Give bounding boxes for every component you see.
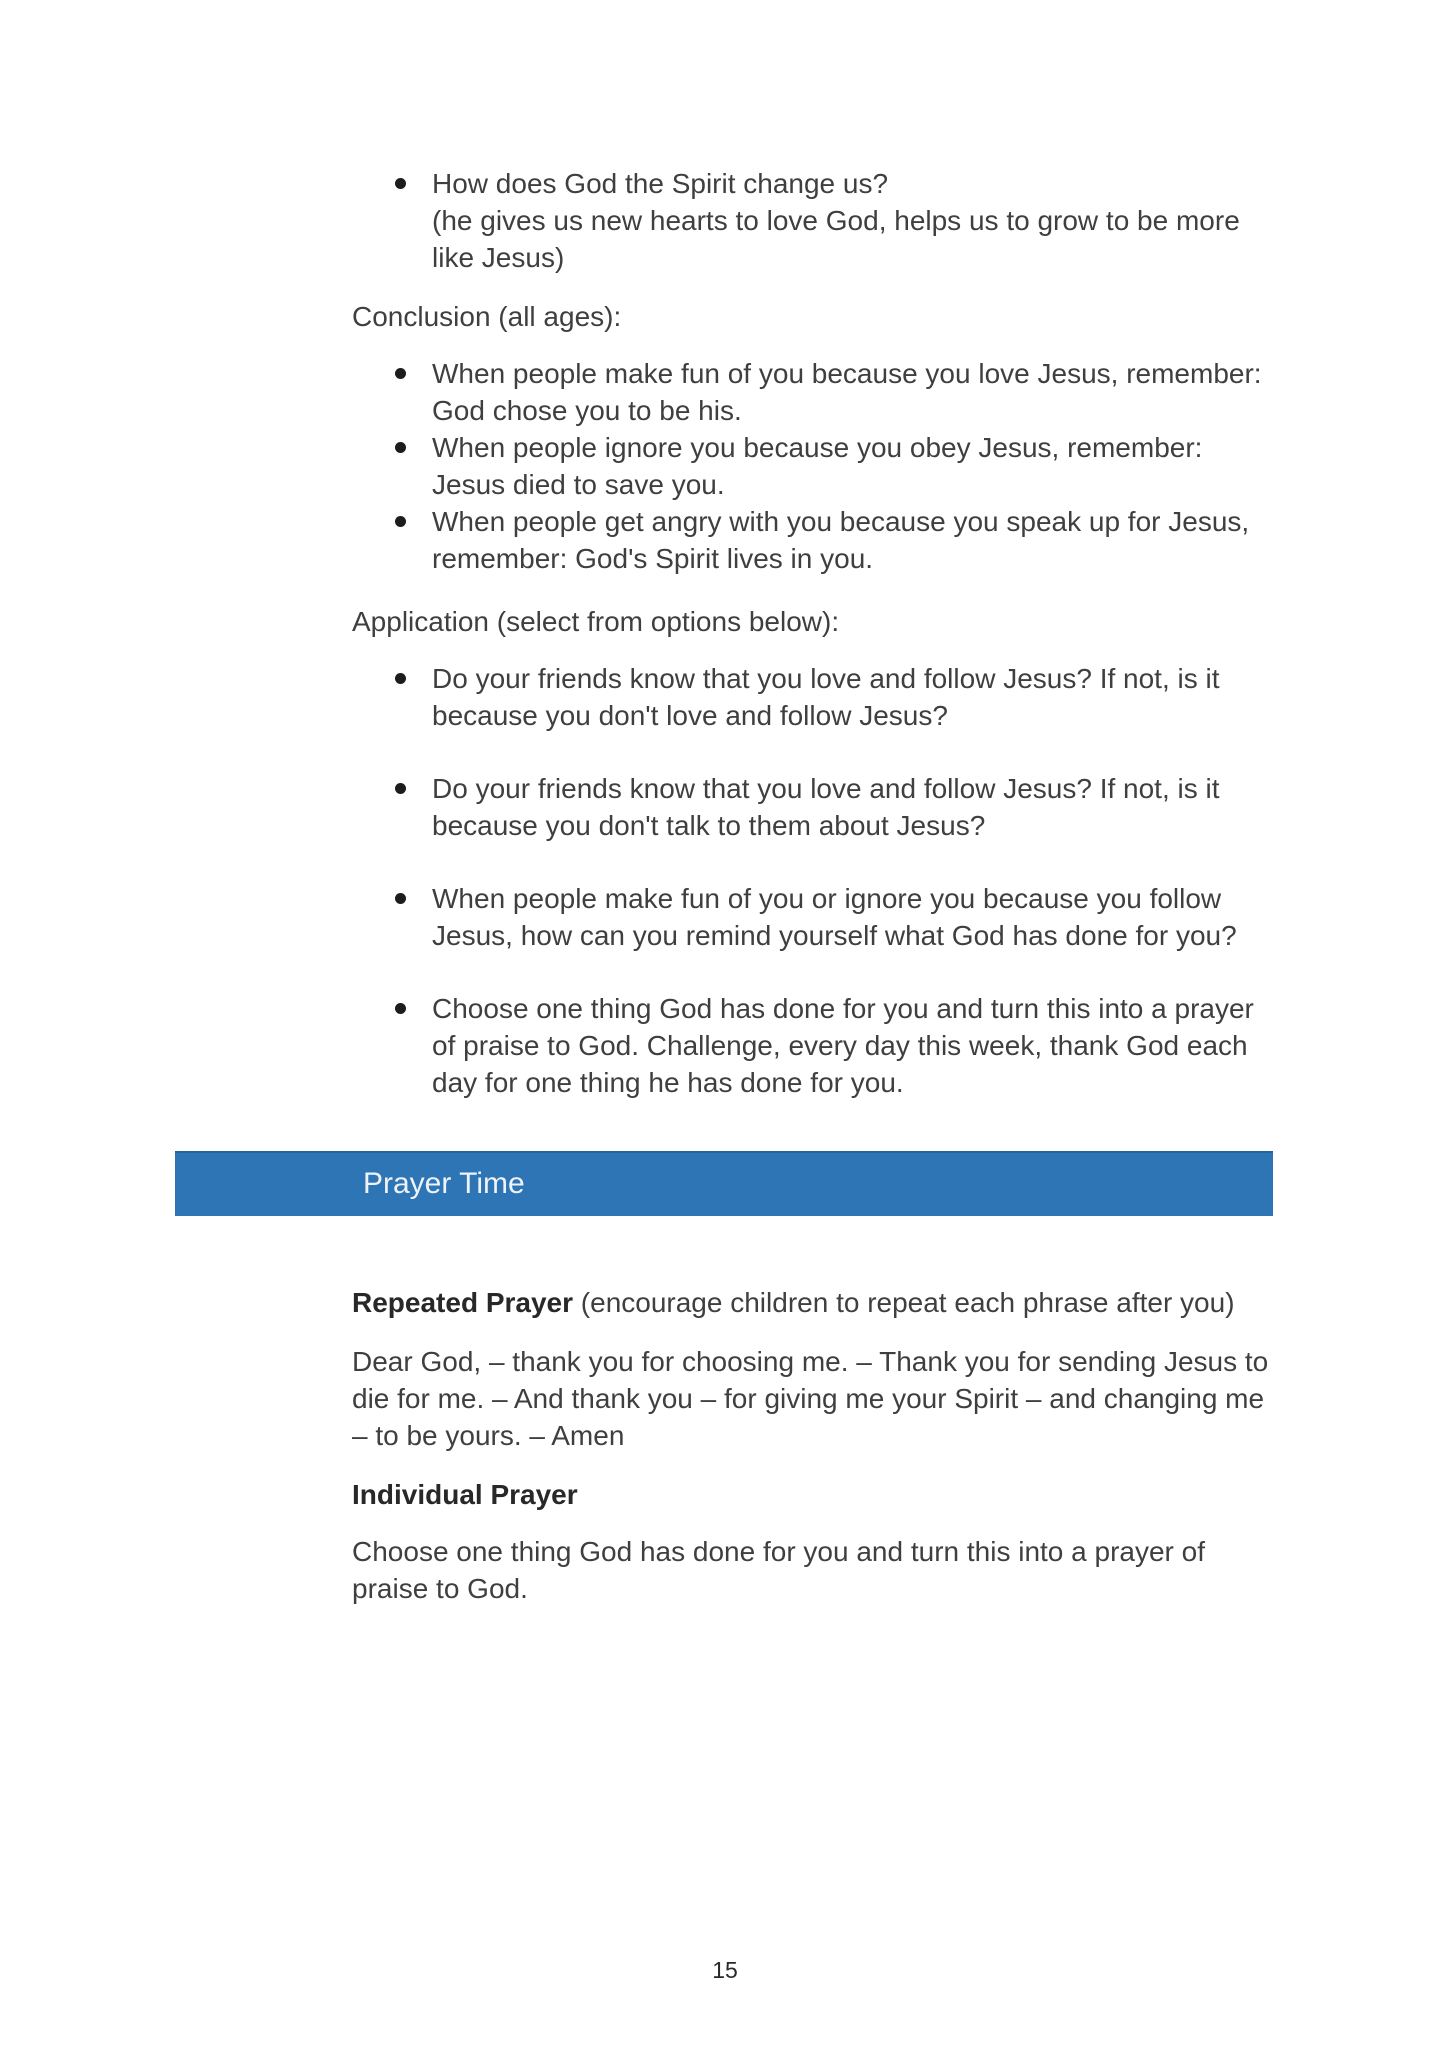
list-item (352, 660, 1350, 734)
list-item (352, 165, 1350, 276)
repeated-prayer-label: Repeated Prayer (352, 1287, 574, 1318)
bullet-icon (395, 673, 406, 684)
conclusion-bullet-list (352, 355, 1350, 577)
bullet-icon (395, 178, 406, 189)
list-item-line: remember: God's Spirit lives in you. (432, 543, 874, 574)
list-item (352, 880, 1350, 954)
list-item-line: When people ignore you because you obey Jesus, remember: (432, 432, 1203, 463)
paragraph-line: – to be yours. – Amen (352, 1420, 625, 1451)
list-item-line: When people make fun of you because you love Jesus, remember: (432, 358, 1262, 389)
list-item-line: When people get angry with you because you speak up for Jesus, (432, 506, 1250, 537)
list-item (352, 503, 1350, 577)
paragraph-line: Choose one thing God has done for you and turn this into a prayer of (352, 1536, 1206, 1567)
repeated-prayer-heading (352, 1284, 1350, 1321)
repeated-prayer-paragraph (352, 1343, 1350, 1454)
list-item-line: (he gives us new hearts to love God, helps us to grow to be more (432, 205, 1240, 236)
list-item-line: of praise to God. Challenge, every day this week, thank God each (432, 1030, 1248, 1061)
list-item (352, 355, 1350, 429)
prayer-time-banner (175, 1151, 1273, 1216)
prayer-time-banner-title: Prayer Time (363, 1167, 525, 1200)
list-item-line: because you don't love and follow Jesus? (432, 700, 948, 731)
paragraph-line: praise to God. (352, 1573, 528, 1604)
paragraph-line: die for me. – And thank you – for giving me your Spirit – and changing me (352, 1383, 1265, 1414)
list-item (352, 990, 1350, 1101)
individual-prayer-paragraph (352, 1533, 1350, 1607)
intro-bullet-list (352, 165, 1350, 276)
individual-prayer-label: Individual Prayer (352, 1479, 578, 1510)
repeated-prayer-label-suffix: (encourage children to repeat each phrase after you) (573, 1287, 1235, 1318)
list-item-line: Jesus, how can you remind yourself what God has done for you? (432, 920, 1237, 951)
bullet-icon (395, 516, 406, 527)
list-item-line: Jesus died to save you. (432, 469, 725, 500)
list-item-line: Do your friends know that you love and follow Jesus? If not, is it (432, 773, 1220, 804)
application-bullet-list (352, 660, 1350, 1101)
list-item-line: How does God the Spirit change us? (432, 168, 889, 199)
list-item-line: When people make fun of you or ignore you because you follow (432, 883, 1222, 914)
list-item (352, 770, 1350, 844)
list-item-line: like Jesus) (432, 242, 565, 273)
list-item-line: because you don't talk to them about Jesus? (432, 810, 986, 841)
bullet-icon (395, 893, 406, 904)
page-number: 15 (712, 1957, 738, 1983)
application-heading: Application (select from options below): (352, 606, 840, 637)
list-item-line: day for one thing he has done for you. (432, 1067, 904, 1098)
list-item-line: Choose one thing God has done for you and turn this into a prayer (432, 993, 1254, 1024)
conclusion-heading: Conclusion (all ages): (352, 301, 622, 332)
paragraph-line: Dear God, – thank you for choosing me. – Thank you for sending Jesus to (352, 1346, 1269, 1377)
list-item (352, 429, 1350, 503)
bullet-icon (395, 1003, 406, 1014)
bullet-icon (395, 442, 406, 453)
list-item-line: God chose you to be his. (432, 395, 742, 426)
list-item-line: Do your friends know that you love and follow Jesus? If not, is it (432, 663, 1220, 694)
bullet-icon (395, 783, 406, 794)
bullet-icon (395, 368, 406, 379)
